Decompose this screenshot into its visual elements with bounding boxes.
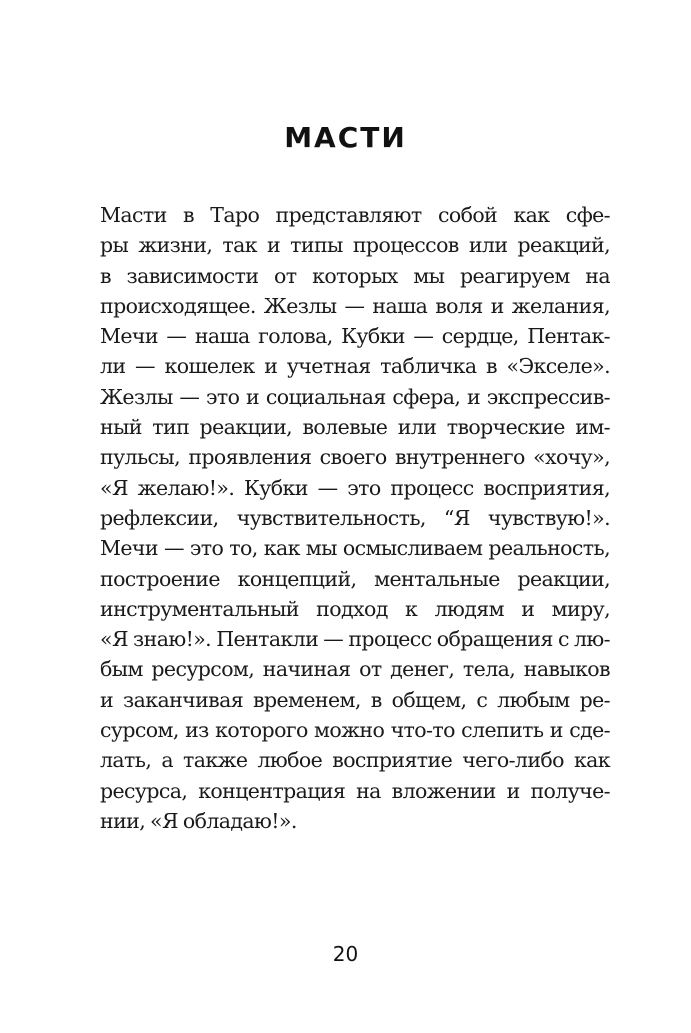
text-line: построение концепций, ментальные реакции, — [100, 566, 610, 591]
text-line: ли — кошелек и учетная табличка в «Экселе». — [100, 354, 610, 379]
text-line: сурсом, из которого можно что-то слепить и сде- — [100, 718, 610, 743]
text-line: Масти в Таро представляют собой как сфе- — [100, 203, 610, 227]
text-line: нии, «Я обладаю!». — [100, 808, 297, 833]
text-line: происходящее. Жезлы — наша воля и желания, — [100, 293, 610, 318]
text-line: Мечи — наша голова, Кубки — сердце, Пентак- — [100, 324, 610, 349]
text-line: «Я желаю!». Кубки — это процесс восприятия, — [100, 475, 610, 500]
text-line: Жезлы — это и социальная сфера, и экспрессив- — [100, 384, 610, 409]
text-line: бым ресурсом, начиная от денег, тела, навыков — [100, 657, 610, 682]
body-paragraph — [100, 200, 610, 836]
chapter-heading: МАСТИ — [284, 121, 407, 154]
text-line: ресурса, концентрация на вложении и получе- — [100, 778, 610, 803]
text-line: ный тип реакции, волевые или творческие им- — [100, 415, 610, 440]
text-line: рефлексии, чувствительность, “Я чувствую!». — [100, 505, 610, 530]
text-line: инструментальный подход к людям и миру, — [100, 596, 610, 621]
text-line: лать, а также любое восприятие чего-либо как — [100, 748, 610, 773]
page-number: 20 — [332, 942, 359, 966]
text-line: «Я знаю!». Пентакли — процесс обращения с лю- — [100, 627, 610, 652]
text-line: пульсы, проявления своего внутреннего «хочу», — [100, 445, 610, 470]
text-line: и заканчивая временем, в общем, с любым ре- — [100, 687, 610, 712]
text-line: в зависимости от которых мы реагируем на — [100, 263, 610, 288]
text-line: Мечи — это то, как мы осмысливаем реальность, — [100, 536, 610, 561]
text-line: ры жизни, так и типы процессов или реакций, — [100, 233, 610, 258]
